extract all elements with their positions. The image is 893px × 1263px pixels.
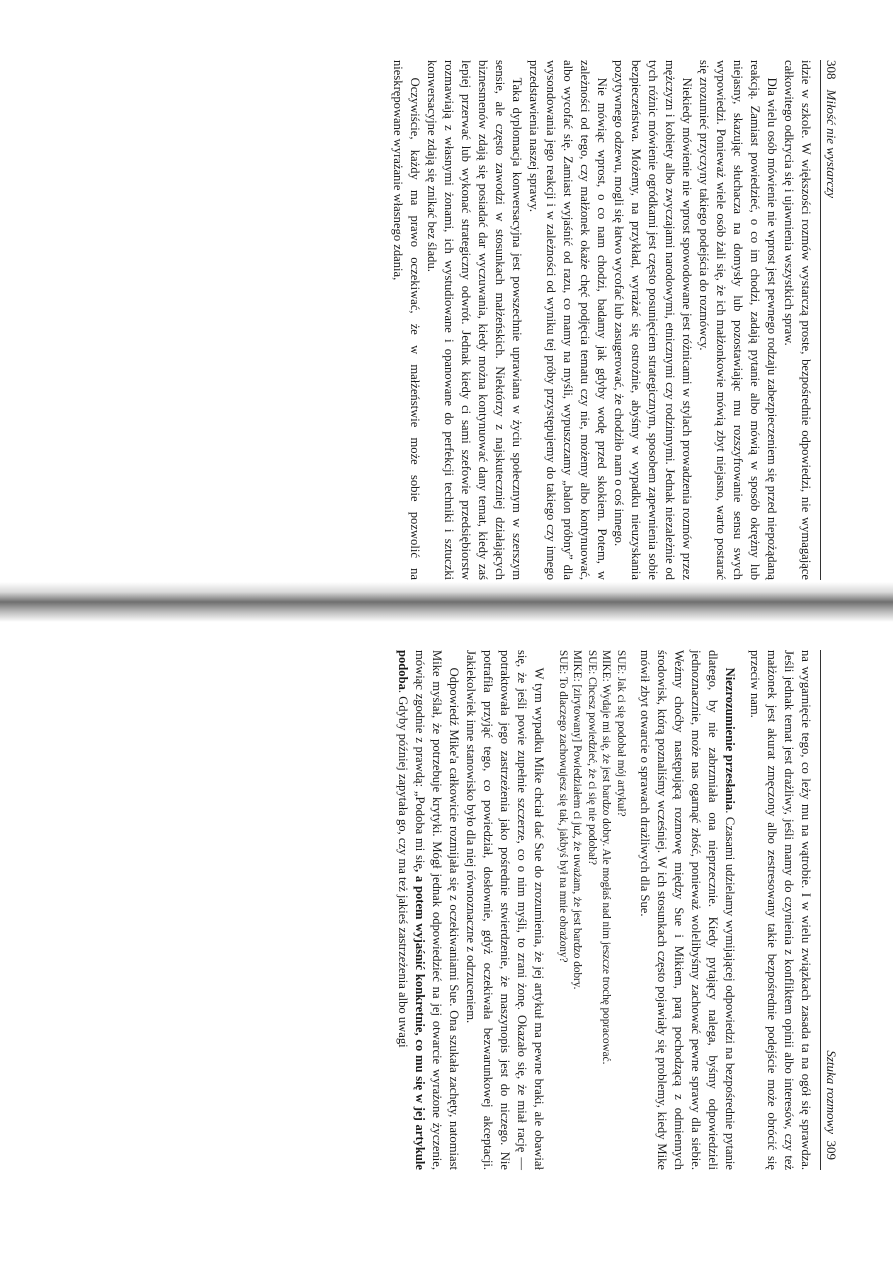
page-number: 308: [824, 60, 839, 80]
dialogue-line: MIKE: Wydaje mi się, że jest bardzo dobry. Ale mogłaś nad nim jeszcze trochę popracować.: [600, 650, 613, 1065]
left-page-header: [820, 60, 840, 580]
paragraph: Niekiedy mówienie nie wprost spowodowane jest różnicami w stylach prowadzenia rozmów przez mężczyzn i kobiety albo zwyczajami narodowymi, etnicznymi czy rodzinnymi. Jednak niezależnie od tych różnic mówienie ogródkami jest często posunięciem strategicznym, sposobem zapewnienia sobie bezpieczeństwa. Możemy, na przykład, wyrażać się ostrożnie, abyśmy w wypadku nieuzyskania pozytywnego odzewu, mogli się łatwo wycofać lub zasugerować, że chodziło nam o coś innego.: [612, 60, 694, 580]
section-text: . Czasami udzielamy wymijającej odpowiedzi na bezpośrednie pytanie dlatego, by nie zabrzmiała ona nieprzecznie. Kiedy pytający nalega, byśmy odpowiedzieli jednoznacznie, może nas ogarnąć złość, ponieważ wolelibyśmy zachować pewne sprawy dla siebie. Weźmy choćby następującą rozmowę między Sue i Mikiem, parą pochodzącą z odmiennych środowisk, którą poznaliśmy wcześniej. W ich stosunkach często pojawiały się problemy, kiedy Mike mówił zbyt otwarcie o sprawach drażliwych dla Sue.: [638, 650, 737, 1170]
running-title: Sztuka rozmowy: [824, 1050, 839, 1134]
running-title: Miłość nie wystarczy: [824, 89, 839, 199]
dialogue-line: MIKE: [zirytowany] Powiedziałem ci już, że uważam, że jest bardzo dobry.: [571, 650, 584, 990]
dialogue-line: SUE: To dlaczego zachowujesz się tak, jakbyś był na mnie obrażony?: [557, 650, 569, 963]
page-number: 309: [824, 1140, 839, 1160]
binding-scan-shadow: [0, 582, 893, 622]
paragraph: Nie mówiąc wprost, o co nam chodzi, badamy jak gdyby wodę przed skokiem. Potem, w zależności od tego, czy małżonek okaże chęć podjęcia tematu czy nie, możemy albo kontynuować, albo wycofać się. Zamiast wyjaśnić od razu, co mamy na myśli, wypuszczamy „balon próbny” dla wysondowania jego reakcji i w zależności od wyniku tej próby przystępujemy do takiego czy innego przedstawienia naszej sprawy.: [527, 60, 609, 580]
right-page-header: [820, 650, 840, 1170]
paragraph: na wygarnięcie tego, co leży mu na wątrobie. I w wielu związkach zasada ta na ogół się sprawdza. Jeśli jednak temat jest drażliwy, jeśli mamy do czynienia z konfliktem opinii albo interesów, czy też małżonek jest akurat zmęczony albo zestresowany takie bezpośrednie podejście może obrócić się przeciw nam.: [748, 650, 813, 1170]
left-page: [389, 60, 840, 580]
paragraph: Dla wielu osób mówienie nie wprost jest pewnego rodzaju zabezpieczeniem się przed niepożądaną reakcją. Zamiast powiedzieć, o co im chodzi, zadają pytanie albo mówią w sposób okrężny lub niejasny, skazując słuchacza na domysły lub pozostawiając mu rozszyfrowanie sensu swych wypowiedzi. Ponieważ wiele osób żali się, że ich małżonkowie mówią zbyt niejasno, warto postarać się zrozumieć przyczyny takiego podejścia do rozmówcy.: [697, 60, 779, 580]
paragraph: Oczywiście, każdy ma prawo oczekiwać, że w małżeństwie może sobie pozwolić na nieskrępowane wyrażanie własnego zdania,: [391, 60, 422, 580]
section-heading: Niezrozumienie przesłania: [723, 667, 737, 811]
paragraph: Odpowiedź Mike'a całkowicie rozmijała się z oczekiwaniami Sue. Ona szukała zachęty, natomiast Mike myślał, że potrzebuje krytyki. Mógł jednak odpowiedzieć na jej otwarcie wyrażone życzenie, mówiąc zgodnie z prawdą: „Podoba mi się, a potem wyjaśnić konkretnie, co mu się w jej artykule podoba. Gdyby później zapytała go, czy ma też jakieś zastrzeżenia albo uwagi: [396, 650, 462, 1170]
paragraph: W tym wypadku Mike chciał dać Sue do zrozumienia, że jej artykuł ma pewne braki, ale obawiał się, że jeśli powie zupełnie szczerze, co o nim myśli, to zrani żonę. Okazało się, że miał rację — potraktowała jego zastrzeżenia jako pośrednie stwierdzenie, że maszynopis jest do niczego. Nie potrafiła przyjąć tego, co powiedział, dosłownie, gdyż oczekiwała bezwarunkowej akceptacji. Jakiekolwiek inne stanowisko było dla niej równoznaczne z odrzuceniem.: [464, 650, 547, 1170]
paragraph: Taka dyplomacja konwersacyjna jest powszechnie uprawiana w życiu społecznym w szerszym sensie, ale często zawodzi w stosunkach małżeńskich. Niektórzy z najskuteczniej działających biznesmenów zdają się posiadać dar wyczuwania, kiedy można kontynuować dany temat, kiedy zaś lepiej przerwać lub wykonać strategiczny odwrót. Jednak kiedy ci sami szefowie przedsiębiorstw rozmawiają z własnymi żonami, ich wystudiowane i opanowane do perfekcji techniki i sztuczki konwersacyjne zdają się znikać bez śladu.: [425, 60, 524, 580]
right-page: [395, 650, 841, 1170]
paragraph: idzie w szkole. W większości rozmów wystarczą proste, bezpośrednie odpowiedzi, nie wymagające całkowitego odkrycia się i ujawnienia wszystkich spraw.: [782, 60, 813, 580]
dialogue: [556, 650, 629, 1170]
section-paragraph: [636, 650, 738, 1170]
dialogue-line: SUE: Chcesz powiedzieć, że ci się nie podobał?: [586, 650, 598, 865]
dialogue-line: SUE: Jak ci się podobał mój artykuł?: [615, 650, 627, 817]
